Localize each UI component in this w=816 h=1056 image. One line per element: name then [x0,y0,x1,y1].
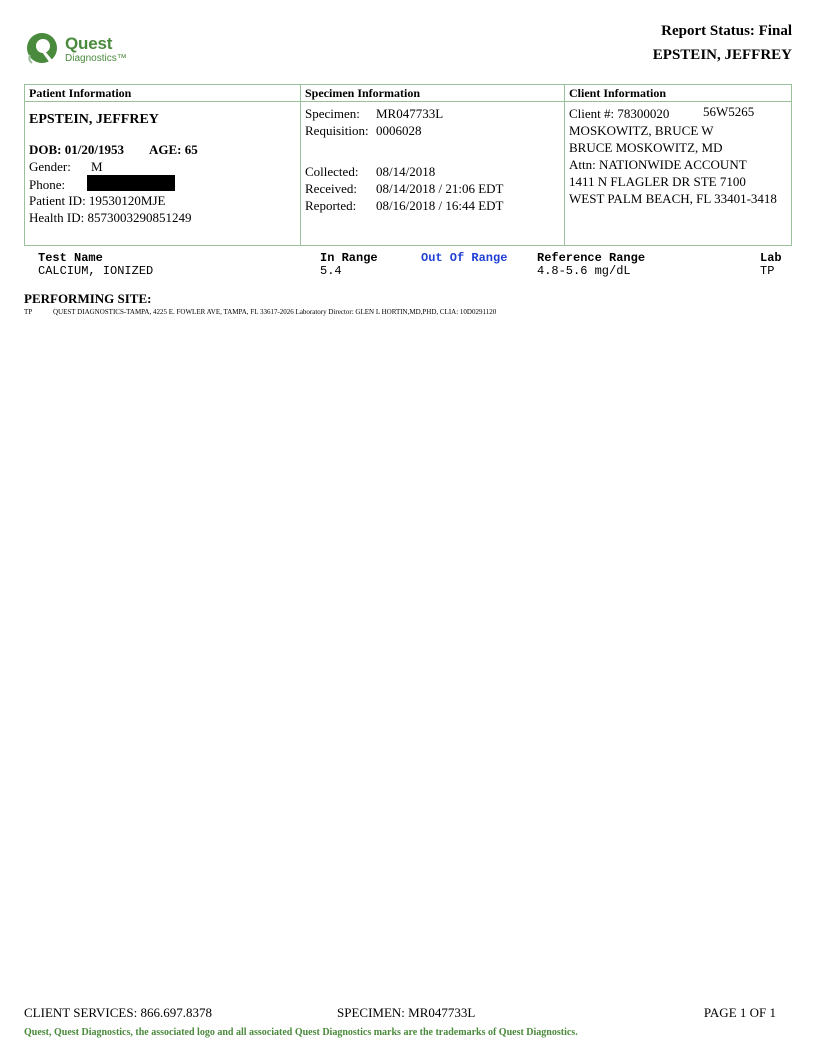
patient-age: AGE: 65 [149,142,198,157]
reported-label: Reported: [305,198,357,213]
client-code: 56W5265 [703,104,755,119]
client-section-title: Client Information [565,85,791,102]
result-reference-range: 4.8-5.6 mg/dL [537,264,631,278]
result-in-range: 5.4 [320,264,342,278]
patient-section-title: Patient Information [25,85,300,102]
specimen-label: Specimen: [305,106,360,121]
result-test-name: CALCIUM, IONIZED [38,264,154,278]
client-line-3: Attn: NATIONWIDE ACCOUNT [569,157,747,172]
specimen-value: MR047733L [376,106,444,121]
quest-logo [24,30,144,70]
performing-site-code: TP [24,308,33,316]
patient-id: Patient ID: 19530120MJE [29,193,166,208]
client-line-4: 1411 N FLAGLER DR STE 7100 [569,174,746,189]
requisition-value: 0006028 [376,123,422,138]
client-information-section [565,85,791,245]
client-number: Client #: 78300020 [569,106,670,121]
specimen-information-section [301,85,565,245]
quest-logo-icon [24,30,60,66]
client-line-2: BRUCE MOSKOWITZ, MD [569,140,723,155]
logo-name: Quest [65,34,113,53]
trademark-notice: Quest, Quest Diagnostics, the associated logo and all associated Quest Diagnostics marks are the trademarks of Quest Diagnostics. [24,1027,578,1038]
phone-label: Phone: [29,177,66,192]
gender-value: M [91,159,103,174]
header-reference-range: Reference Range [537,251,646,265]
patient-information-section [25,85,301,245]
health-id: Health ID: 8573003290851249 [29,210,192,225]
performing-site-line [24,308,496,316]
header-out-of-range: Out Of Range [421,251,508,265]
performing-site-title: PERFORMING SITE: [24,291,152,306]
requisition-label: Requisition: [305,123,369,138]
gender-label: Gender: [29,159,71,174]
received-value: 08/14/2018 / 21:06 EDT [376,181,504,196]
client-line-5: WEST PALM BEACH, FL 33401-3418 [569,191,777,206]
collected-label: Collected: [305,164,359,179]
report-status: Report Status: Final [661,23,792,39]
collected-value: 08/14/2018 [376,164,436,179]
header-in-range: In Range [320,251,378,265]
logo-subtitle: Diagnostics™ [65,53,127,64]
client-services: CLIENT SERVICES: 866.697.8378 [24,1005,212,1020]
header-lab: Lab [760,251,782,265]
footer-specimen: SPECIMEN: MR047733L [337,1005,476,1020]
patient-name: EPSTEIN, JEFFREY [29,112,159,127]
received-label: Received: [305,181,357,196]
specimen-section-title: Specimen Information [301,85,564,102]
result-lab: TP [760,264,775,278]
header-test-name: Test Name [38,251,103,265]
info-table [24,84,792,246]
performing-site-details: QUEST DIAGNOSTICS-TAMPA, 4225 E. FOWLER AVE, TAMPA, FL 33617-2026 Laboratory Director: GLEN L HORTIN,MD,PHD, CLIA: 10D0291120 [53,308,497,316]
client-line-1: MOSKOWITZ, BRUCE W [569,123,714,138]
reported-value: 08/16/2018 / 16:44 EDT [376,198,504,213]
header-patient-name: EPSTEIN, JEFFREY [652,47,792,63]
patient-dob: DOB: 01/20/1953 [29,142,124,157]
phone-redaction [87,175,175,191]
page-number: PAGE 1 OF 1 [703,1005,776,1020]
